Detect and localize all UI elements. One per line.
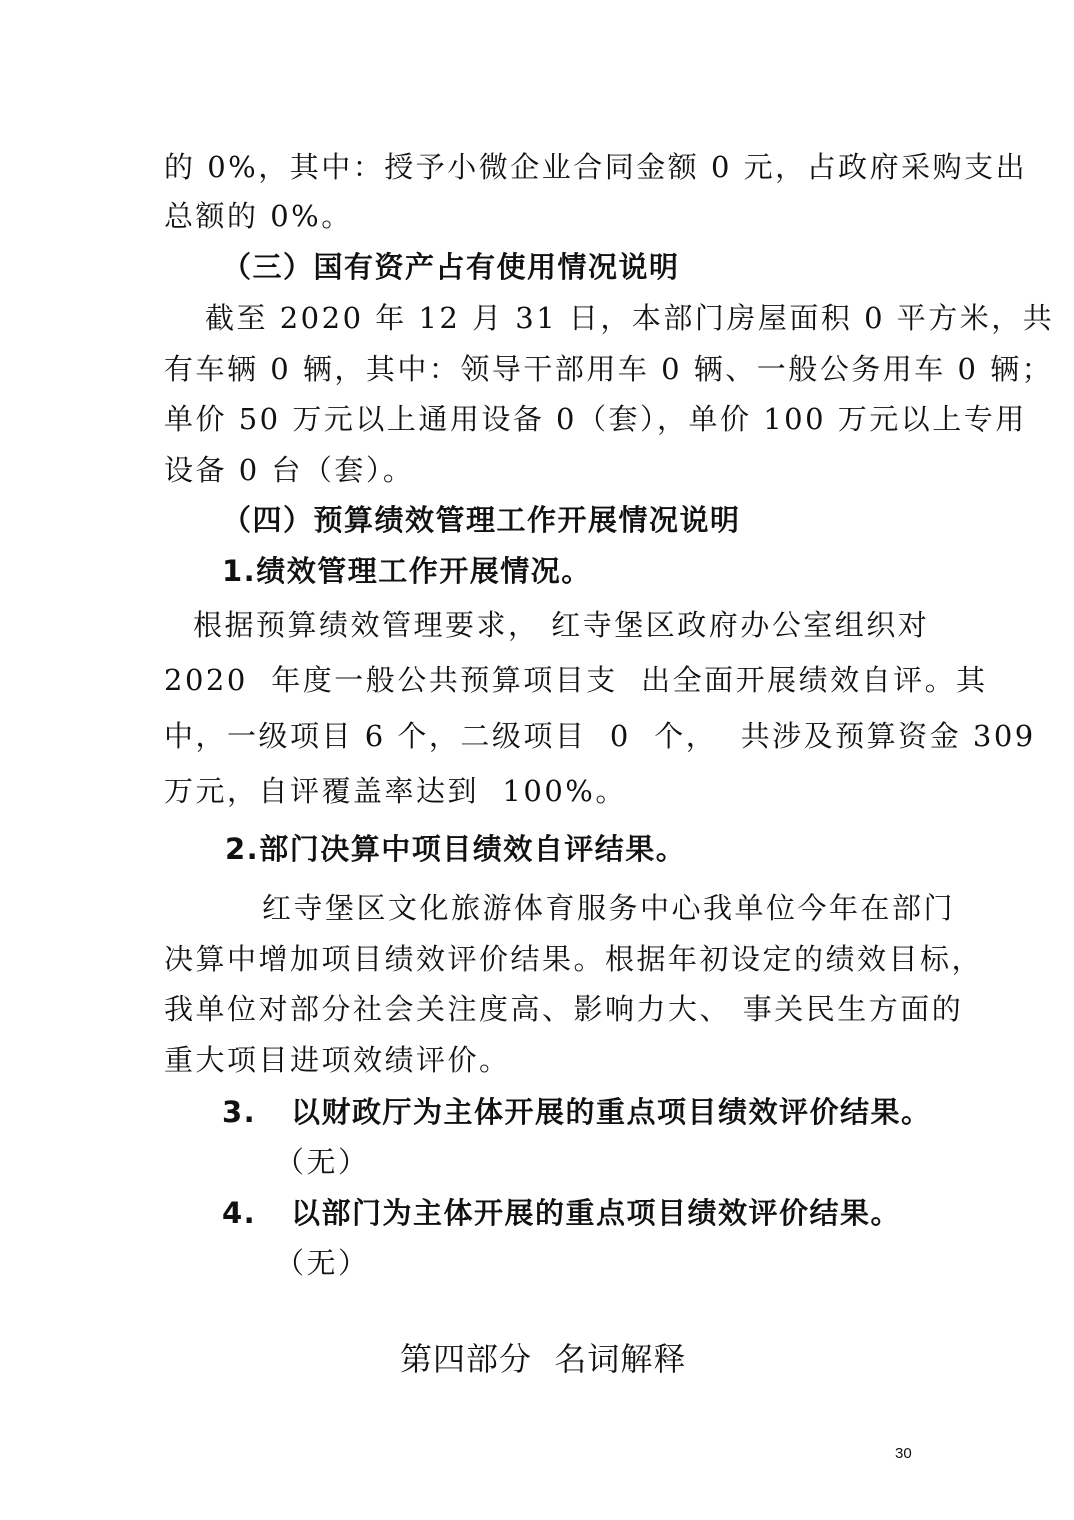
paragraph-line: 设备 0 台（套）。 bbox=[164, 453, 415, 487]
paragraph-line: 决算中增加项目绩效评价结果。根据年初设定的绩效目标， bbox=[164, 942, 984, 976]
paragraph-line: 单价 50 万元以上通用设备 0（套），单价 100 万元以上专用 bbox=[164, 402, 1027, 436]
paragraph-line: 根据预算绩效管理要求， 红寺堡区政府办公室组织对 bbox=[193, 608, 930, 642]
paragraph-line: 中，一级项目 6 个，二级项目 0 个， 共涉及预算资金 309 bbox=[164, 719, 1036, 753]
paragraph-line: 2020 年度一般公共预算项目支 出全面开展绩效自评。其 bbox=[164, 663, 988, 697]
paragraph-line: 红寺堡区文化旅游体育服务中心我单位今年在部门 bbox=[262, 891, 956, 925]
item-heading-2: 2.部门决算中项目绩效自评结果。 bbox=[225, 832, 687, 866]
paragraph-line: （无） bbox=[275, 1246, 370, 1280]
paragraph-line: 截至 2020 年 12 月 31 日，本部门房屋面积 0 平方米，共 bbox=[205, 301, 1055, 335]
section-title: 第四部分 名词解释 bbox=[400, 1340, 687, 1378]
item-heading-1: 1.绩效管理工作开展情况。 bbox=[222, 554, 592, 588]
subsection-heading-performance: （四）预算绩效管理工作开展情况说明 bbox=[222, 503, 741, 537]
paragraph-line: 万元，自评覆盖率达到 100%。 bbox=[164, 774, 627, 808]
item-heading-3: 3. 以财政厅为主体开展的重点项目绩效评价结果。 bbox=[222, 1095, 932, 1129]
item-heading-4: 4. 以部门为主体开展的重点项目绩效评价结果。 bbox=[222, 1196, 901, 1230]
paragraph-line: 我单位对部分社会关注度高、影响力大、 事关民生方面的 bbox=[164, 992, 964, 1026]
paragraph-line: （无） bbox=[275, 1145, 370, 1179]
page-number: 30 bbox=[895, 1445, 912, 1462]
subsection-heading-assets: （三）国有资产占有使用情况说明 bbox=[222, 250, 680, 284]
paragraph-line: 总额的 0%。 bbox=[164, 199, 353, 233]
paragraph-line: 的 0%，其中：授予小微企业合同金额 0 元，占政府采购支出 bbox=[164, 150, 1028, 184]
paragraph-line: 有车辆 0 辆，其中：领导干部用车 0 辆、一般公务用车 0 辆； bbox=[164, 352, 1054, 386]
paragraph-line: 重大项目进项效绩评价。 bbox=[164, 1043, 511, 1077]
